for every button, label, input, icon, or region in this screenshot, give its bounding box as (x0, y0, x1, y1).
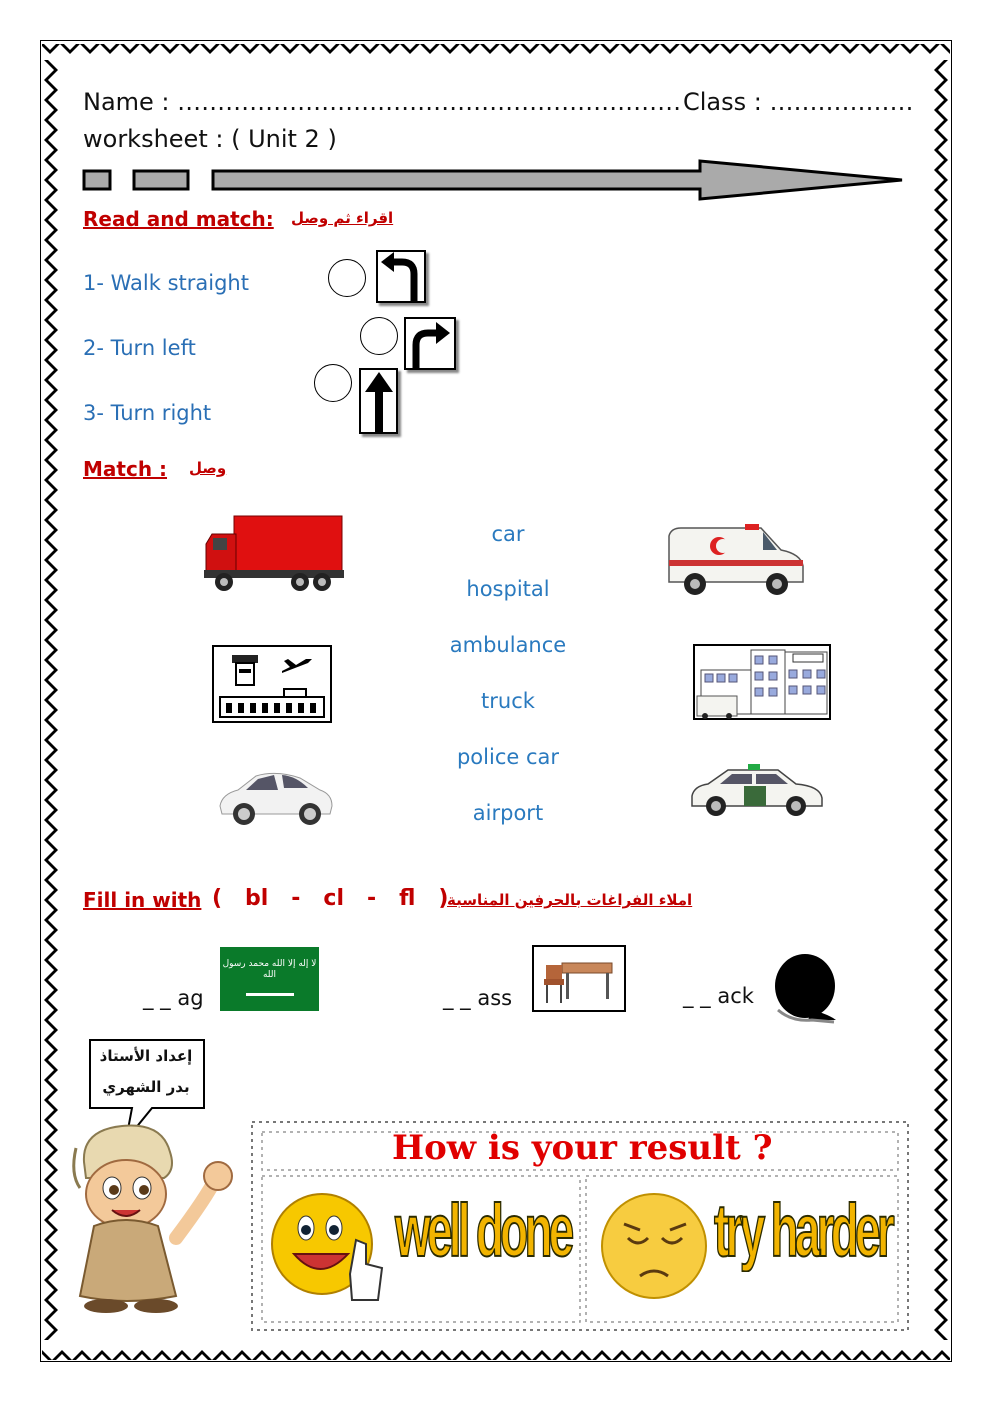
match-word-hospital: hospital (466, 577, 550, 601)
read-and-match-arabic-heading: اقراء ثم وصل (291, 209, 394, 227)
author-line-1: إعداد الأستاذ (99, 1047, 193, 1065)
black-blob-icon (772, 950, 838, 1024)
fill-item-class[interactable]: _ _ ass (443, 986, 513, 1010)
name-field-label: Name : ……………………………………………………… (83, 88, 682, 116)
ambulance-icon (665, 520, 807, 600)
turn-left-arrow-icon (376, 250, 426, 303)
well-done-text: well done (395, 1189, 571, 1272)
classroom-desks-icon (532, 945, 626, 1012)
car-icon (216, 766, 334, 828)
sad-emoji-icon (600, 1184, 708, 1308)
match-word-airport: airport (472, 801, 544, 825)
class-field-label: Class : ……………… (683, 88, 914, 116)
match-word-ambulance: ambulance (449, 633, 567, 657)
direction-item-2: 2- Turn left (83, 336, 196, 360)
match-word-police-car: police car (456, 745, 560, 769)
header-arrow-graphic (80, 158, 910, 204)
boy-cartoon-icon (66, 1118, 236, 1318)
flag-sword (246, 993, 294, 996)
airport-icon (212, 645, 332, 723)
straight-arrow-icon (359, 368, 398, 434)
flag-text: لا إله إلا الله محمد رسول الله (222, 959, 317, 980)
worksheet-title: worksheet : ( Unit 2 ) (83, 125, 337, 153)
try-harder-text: try harder (714, 1189, 891, 1272)
happy-emoji-icon (270, 1184, 386, 1312)
answer-circle-3[interactable] (314, 364, 352, 402)
fill-item-black[interactable]: _ _ ack (683, 984, 754, 1008)
match-heading: Match : (83, 457, 168, 481)
fill-in-options: ( bl - cl - fl ) (212, 886, 449, 911)
match-word-truck: truck (481, 689, 535, 713)
direction-item-1: 1- Walk straight (83, 271, 249, 295)
read-and-match-heading: Read and match: (83, 207, 274, 231)
answer-circle-2[interactable] (360, 317, 398, 355)
direction-item-3: 3- Turn right (83, 401, 212, 425)
match-word-car: car (491, 522, 525, 546)
result-title: How is your result ? (392, 1128, 773, 1168)
police-car-icon (688, 760, 826, 822)
author-line-2: بدر الشهري (102, 1078, 190, 1096)
hospital-icon (693, 644, 831, 720)
fill-in-arabic-heading: املاء الفراغات بالحرفين المناسبة (447, 891, 693, 909)
saudi-flag-icon (220, 947, 319, 1011)
fill-item-flag[interactable]: _ _ ag (143, 986, 204, 1010)
fill-in-heading: Fill in with (83, 888, 202, 912)
turn-right-arrow-icon (404, 317, 456, 370)
truck-icon (204, 512, 344, 594)
match-arabic-heading: وصل (189, 459, 227, 477)
answer-circle-1[interactable] (328, 259, 366, 297)
